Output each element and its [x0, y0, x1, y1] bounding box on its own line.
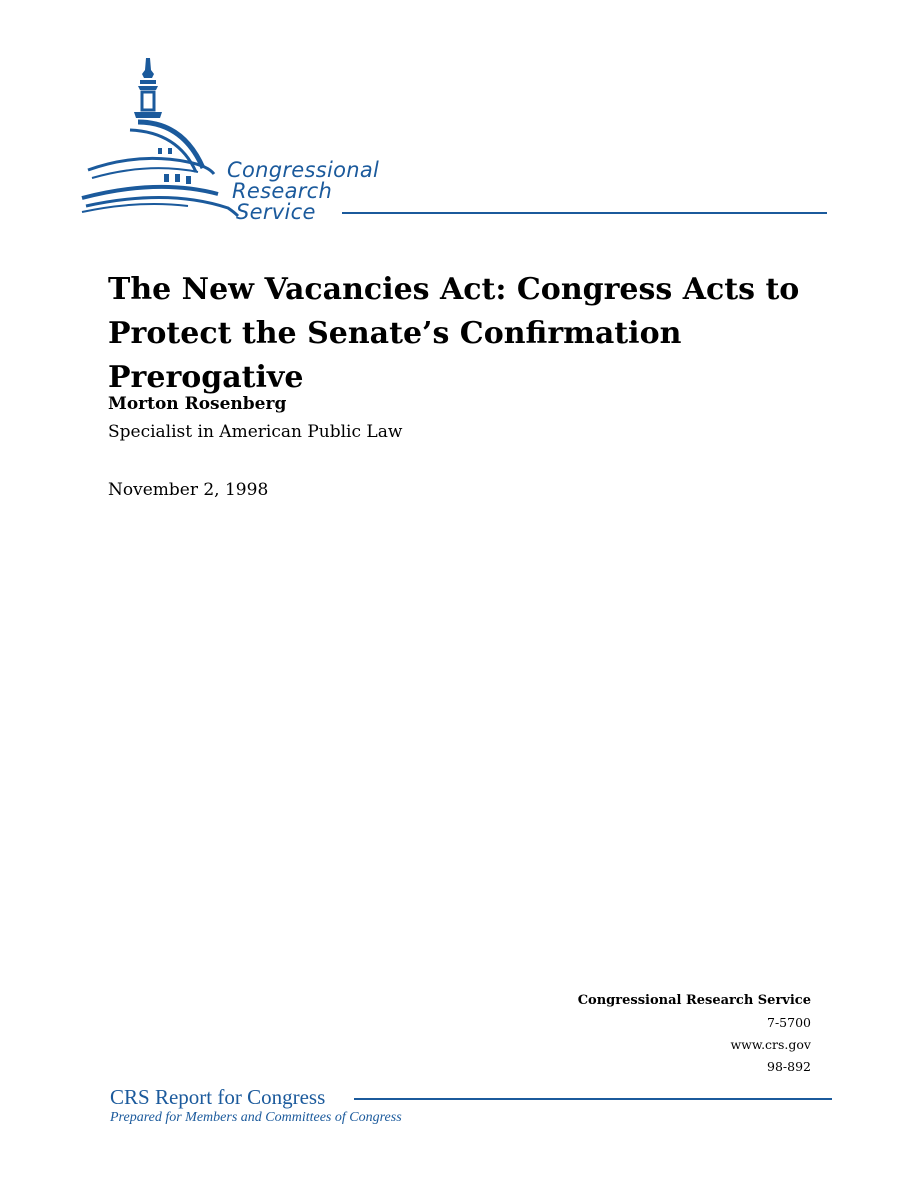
footer-subtitle: Prepared for Members and Committees of Congress: [110, 1110, 402, 1125]
footer-title: CRS Report for Congress: [110, 1085, 326, 1109]
author-title: Specialist in American Public Law: [108, 422, 403, 442]
logo-text-research: Research: [232, 179, 333, 203]
report-title: [108, 268, 868, 400]
title-line-1: The New Vacancies Act: Congress Acts to: [108, 272, 800, 307]
report-number: 98-892: [767, 1059, 811, 1074]
crs-logo: [78, 50, 438, 230]
crs-website: www.crs.gov: [730, 1037, 811, 1052]
title-line-2: Protect the Senate’s Confirmation Prerogative: [108, 316, 682, 395]
logo-text-congressional: Congressional: [227, 158, 380, 182]
footer-divider: [354, 1098, 832, 1100]
author-name: Morton Rosenberg: [108, 394, 287, 414]
logo-text-service: Service: [236, 200, 316, 224]
header-divider: [342, 212, 827, 214]
crs-organization: Congressional Research Service: [577, 993, 811, 1008]
crs-code: 7-5700: [767, 1015, 811, 1030]
crs-info-block: [578, 990, 811, 1078]
report-date: November 2, 1998: [108, 480, 269, 500]
